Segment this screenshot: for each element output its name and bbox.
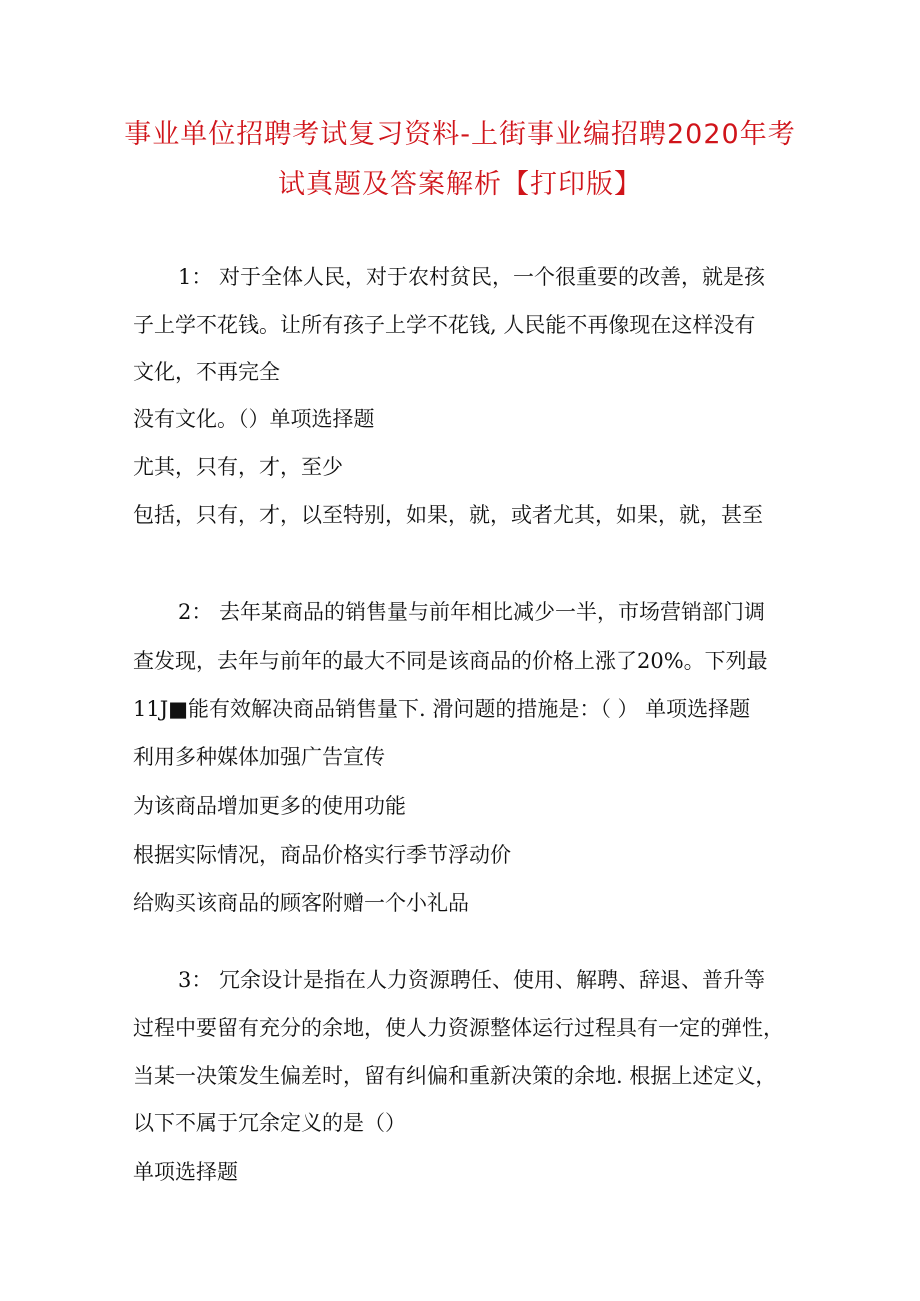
q2-line-1: 2： 去年某商品的销售量与前年相比减少一半，市场营销部门调 [178, 600, 766, 624]
q3-line-5: 单项选择题 [133, 1160, 238, 1184]
q1-line-3: 文化，不再完全 [133, 360, 280, 384]
q1-line-2: 子上学不花钱。让所有孩子上学不花钱, 人民能不再像现在这样没有 [133, 313, 756, 337]
q3-line-1: 3： 冗余设计是指在人力资源聘任、使用、解聘、辞退、普升等 [178, 968, 766, 992]
title-line-2: 试真题及答案解析【打印版】 [278, 169, 642, 200]
q2-option-3: 根据实际情况，商品价格实行季节浮动价 [133, 843, 511, 867]
q1-line-4: 没有文化。（）单项选择题 [133, 407, 375, 431]
q3-line-2: 过程中要留有充分的余地，使人力资源整体运行过程具有一定的弹性， [133, 1016, 784, 1040]
q3-line-3: 当某一决策发生偏差时，留有纠偏和重新决策的余地. 根据上述定义， [133, 1064, 777, 1088]
q2-line-3: 11J■能有效解决商品销售量下. 滑问题的措施是：（ ） 单项选择题 [133, 697, 751, 721]
q2-option-4: 给购买该商品的顾客附赠一个小礼品 [133, 891, 469, 915]
title-line-1: 事业单位招聘考试复习资料-上街事业编招聘2020年考 [124, 119, 796, 150]
q3-line-4: 以下不属于冗余定义的是（） [133, 1111, 406, 1135]
q2-option-1: 利用多种媒体加强广告宣传 [133, 745, 385, 769]
q1-option-1: 尤其，只有，才，至少 [133, 455, 343, 479]
document-title [0, 110, 920, 210]
q1-option-2: 包括，只有，才，以至特别，如果，就，或者尤其，如果，就，甚至 [133, 503, 763, 527]
q1-line-1: 1： 对于全体人民，对于农村贫民，一个很重要的改善，就是孩 [178, 265, 766, 289]
q2-line-2: 查发现，去年与前年的最大不同是该商品的价格上涨了20%。下列最 [133, 649, 768, 673]
q2-option-2: 为该商品增加更多的使用功能 [133, 794, 406, 818]
